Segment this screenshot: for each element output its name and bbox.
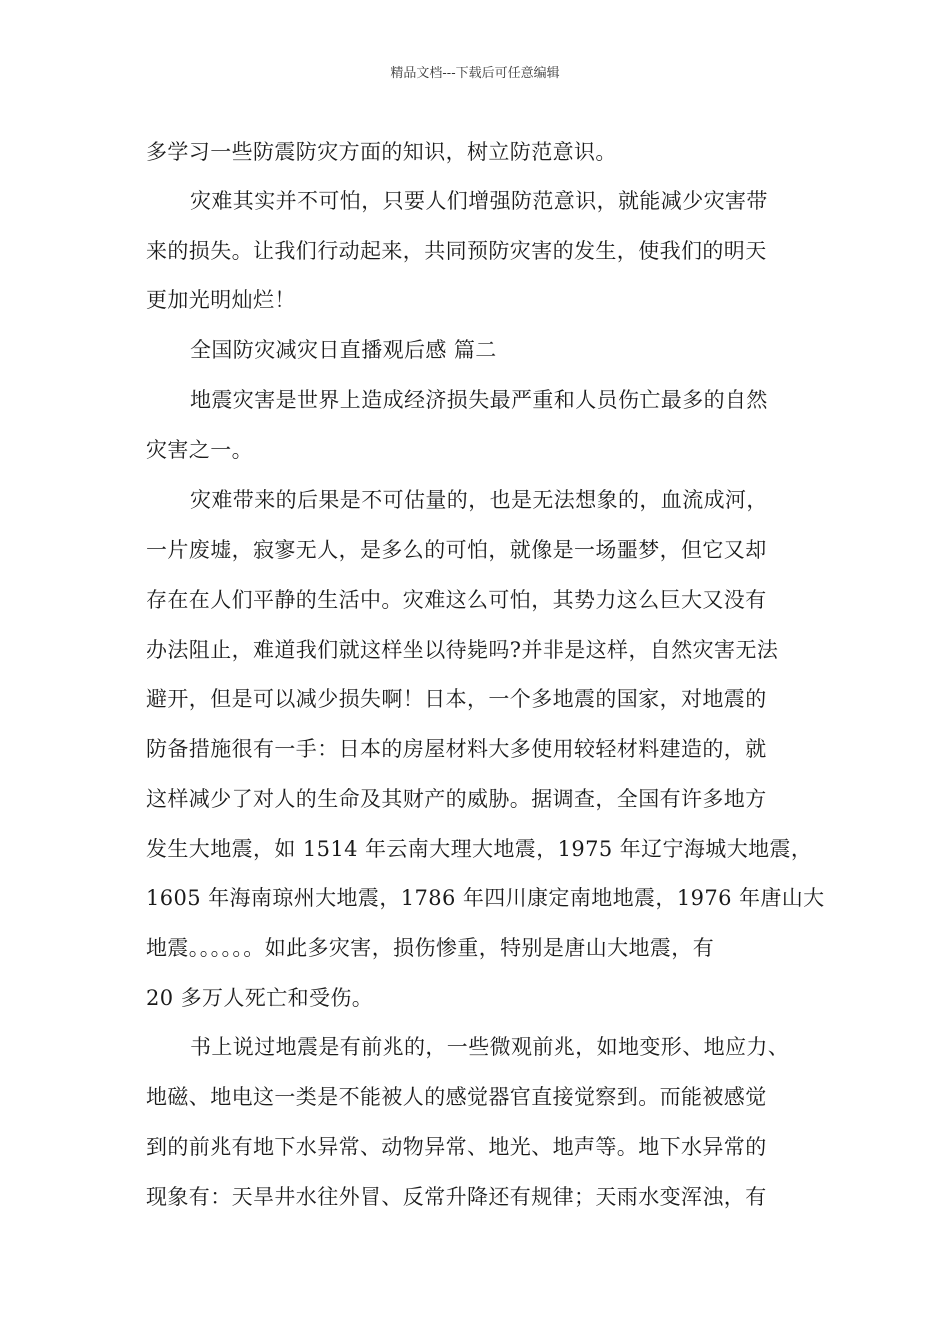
text-line: 发生大地震，如 1514 年云南大理大地震，1975 年辽宁海城大地震， (146, 837, 813, 861)
text-line: 一片废墟，寂寥无人，是多么的可怕，就像是一场噩梦，但它又却 (146, 538, 767, 562)
text-line: 灾难带来的后果是不可估量的，也是无法想象的，血流成河， (190, 488, 768, 512)
text-line: 现象有：天旱井水往外冒、反常升降还有规律；天雨水变浑浊，有 (146, 1185, 767, 1209)
text-line: 20 多万人死亡和受伤。 (146, 986, 374, 1010)
text-line: 地震。。。。。。如此多灾害，损伤惨重，特别是唐山大地震，有 (146, 936, 715, 960)
page-header: 精品文档---下载后可任意编辑 (390, 66, 560, 81)
text-line: 存在在人们平静的生活中。灾难这么可怕，其势力这么巨大又没有 (146, 588, 767, 612)
text-line: 更加光明灿烂！ (146, 288, 296, 312)
text-line: 来的损失。让我们行动起来，共同预防灾害的发生，使我们的明天 (146, 239, 767, 263)
text-line: 避开，但是可以减少损失啊！日本，一个多地震的国家，对地震的 (146, 687, 767, 711)
text-line: 多学习一些防震防灾方面的知识，树立防范意识。 (146, 140, 617, 164)
section-title: 全国防灾减灾日直播观后感 篇二 (190, 338, 497, 362)
text-line: 1605 年海南琼州大地震，1786 年四川康定南地地震，1976 年唐山大 (146, 886, 825, 910)
text-line: 防备措施很有一手：日本的房屋材料大多使用较轻材料建造的，就 (146, 737, 767, 761)
text-line: 办法阻止，难道我们就这样坐以待毙吗?并非是这样，自然灾害无法 (146, 638, 779, 662)
text-line: 灾害之一。 (146, 438, 253, 462)
text-line: 地磁、地电这一类是不能被人的感觉器官直接觉察到。而能被感觉 (146, 1085, 767, 1109)
text-line: 书上说过地震是有前兆的，一些微观前兆，如地变形、地应力、 (190, 1035, 790, 1059)
text-line: 到的前兆有地下水异常、动物异常、地光、地声等。地下水异常的 (146, 1135, 767, 1159)
text-line: 灾难其实并不可怕，只要人们增强防范意识，就能减少灾害带 (190, 189, 768, 213)
text-line: 这样减少了对人的生命及其财产的威胁。据调查，全国有许多地方 (146, 787, 767, 811)
text-line: 地震灾害是世界上造成经济损失最严重和人员伤亡最多的自然 (190, 388, 768, 412)
